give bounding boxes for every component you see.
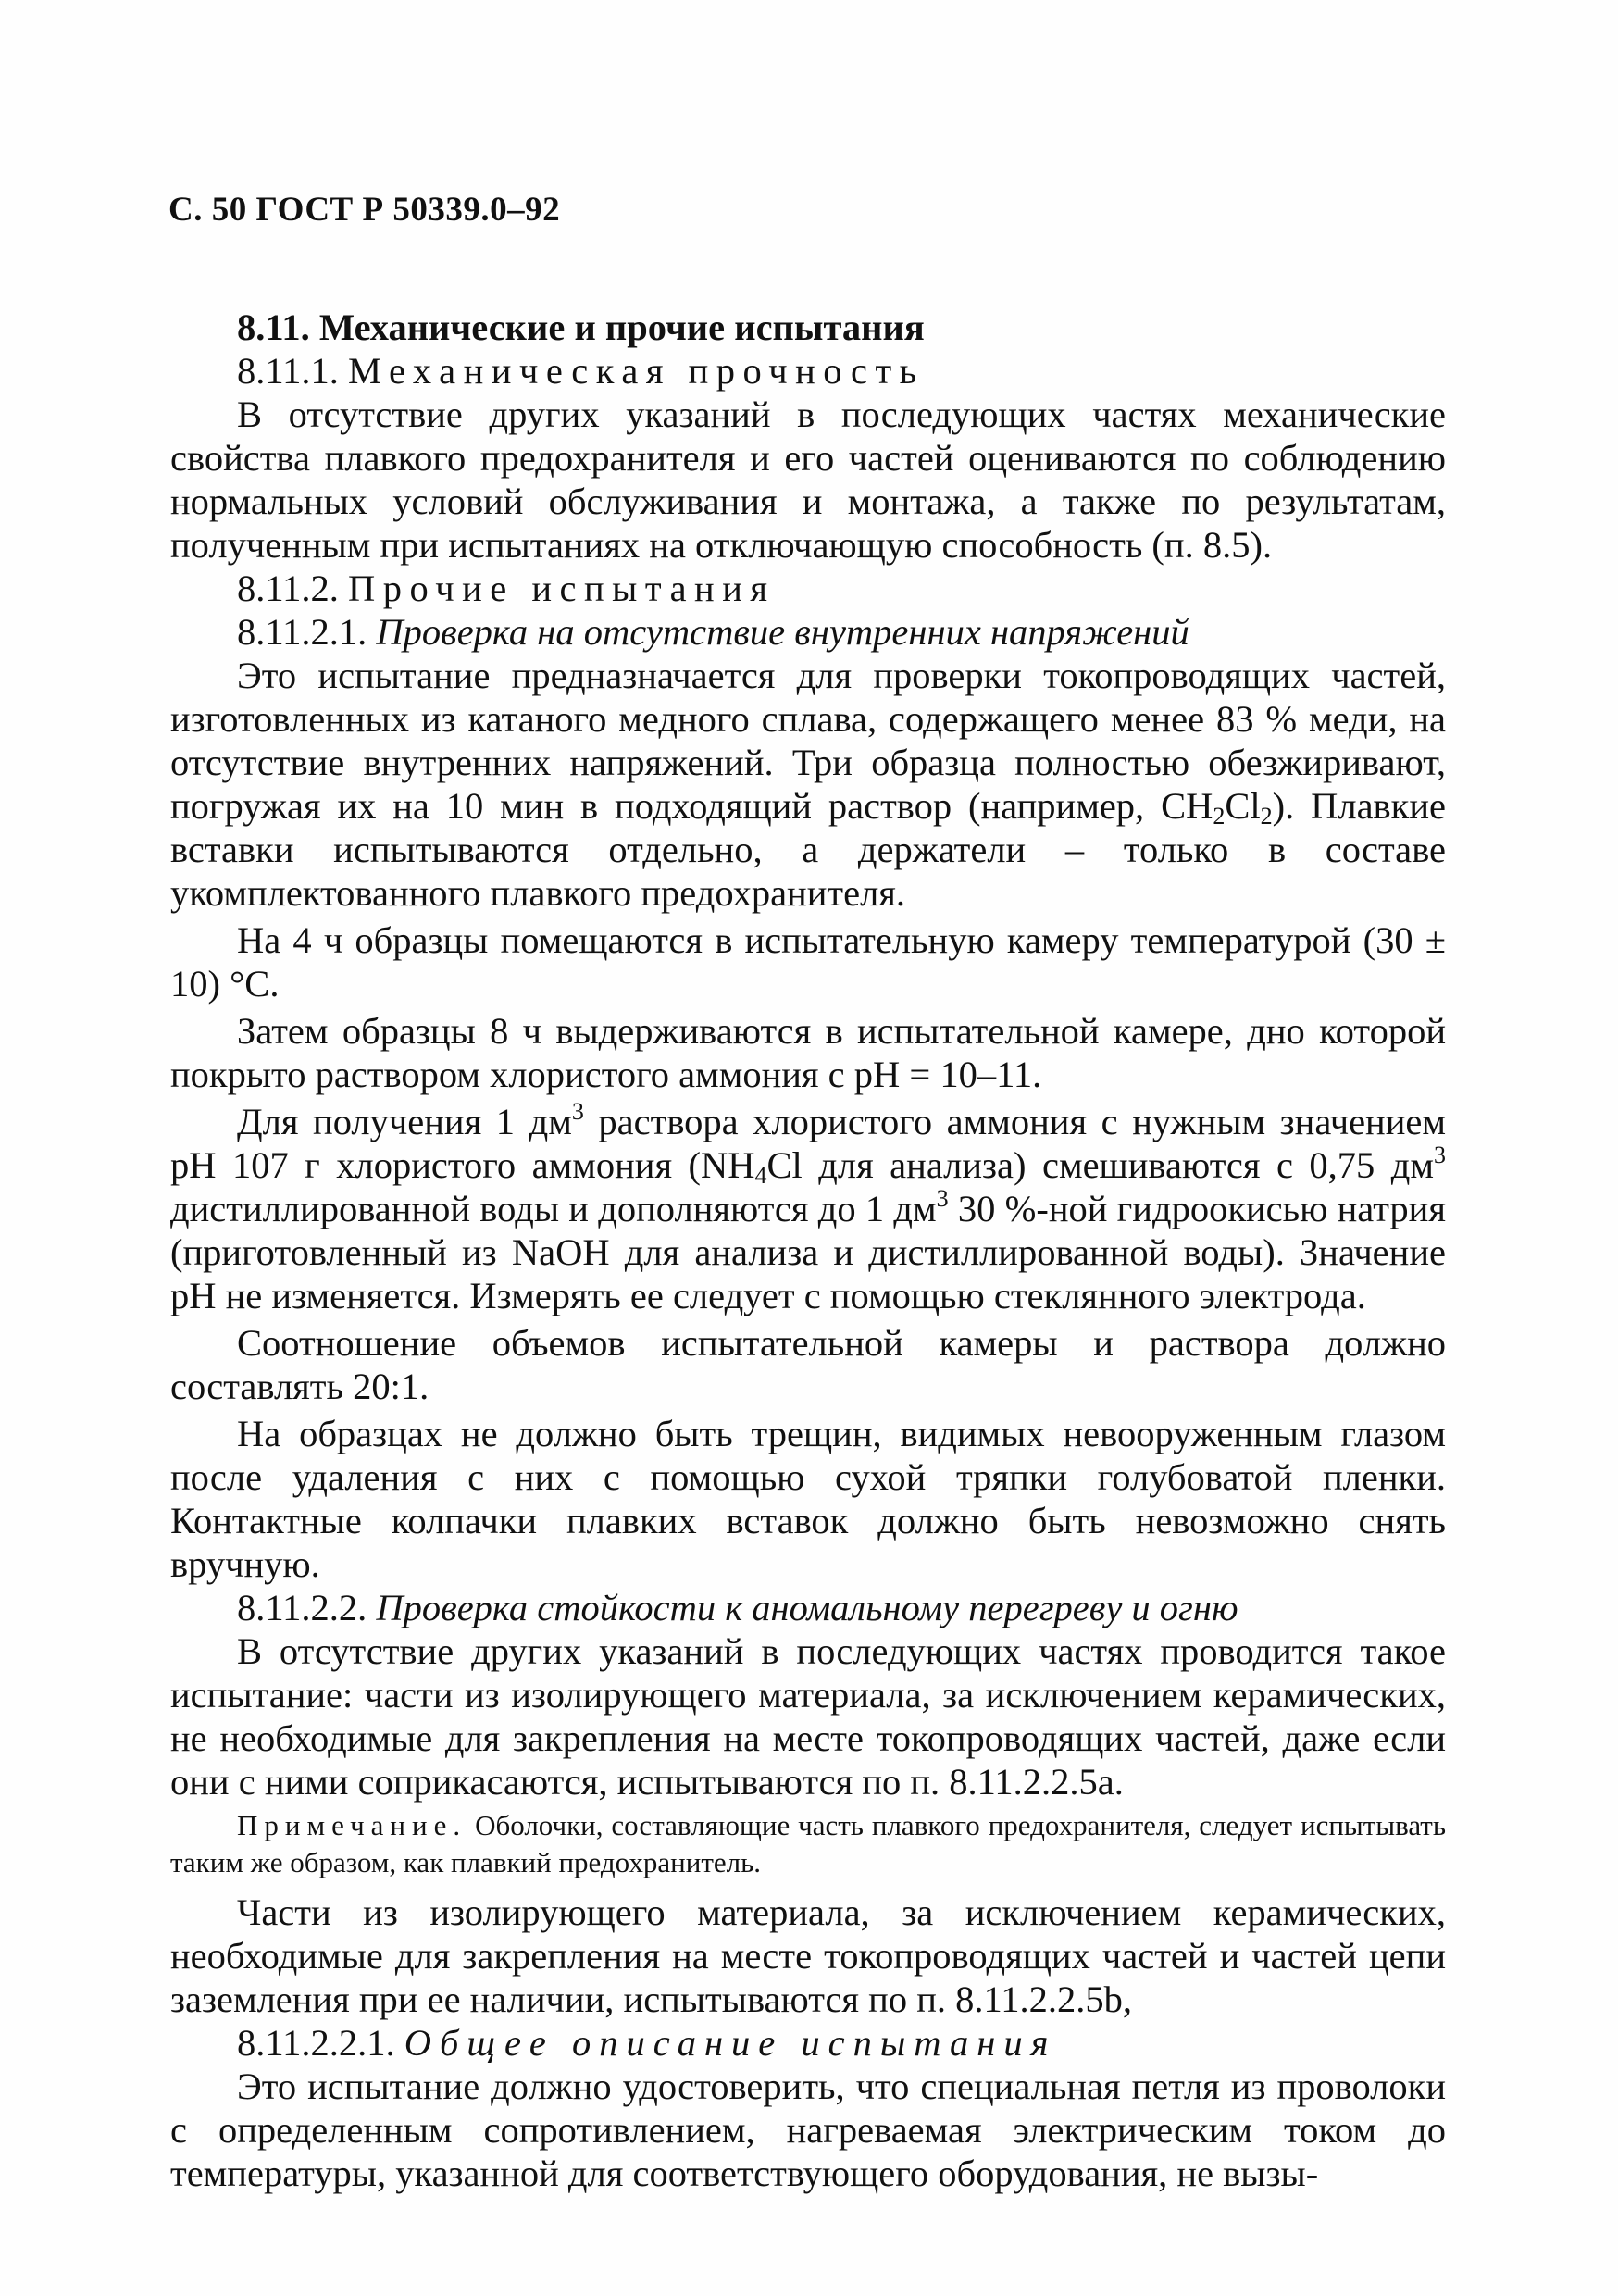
text-run: ). Плавкие вставки испытываются отдельно, а держатели – только в составе укомплектованного плавкого предохранителя. [170, 785, 1446, 914]
section-title: Механическая прочность [348, 350, 925, 392]
paragraph: На 4 ч образцы помещаются в испытательную камеру температурой (30 ± 10) °С. [170, 919, 1446, 1004]
section-title: Общее описание испытания [404, 2022, 1057, 2064]
text-run: Это испытание предназначается для проверки токопроводящих частей, изготовленных из катаного медного сплава, содержащего менее 83 % меди, на отсутствие внутренних напряжений. Три образца полностью обезжиривают, погружая их на 10 мин в подходящий раствор (например, CH [170, 655, 1446, 827]
note [170, 1807, 1446, 1881]
section-title: Проверка на отсутствие внутренних напряжений [376, 611, 1189, 653]
text-run: дистиллированной воды и дополняются до 1 дм [170, 1188, 937, 1229]
section-8-11-heading: 8.11. Механические и прочие испытания [237, 306, 925, 348]
section-8-11-2-heading [170, 567, 1446, 610]
paragraph: Части из изолирующего материала, за исключением керамических, необходимые для закрепления на месте токопроводящих частей и частей цепи заземления при ее наличии, испытываются по п. 8.11.2.2.5b, [170, 1891, 1446, 2020]
paragraph: В отсутствие других указаний в последующих частях механические свойства плавкого предохранителя и его частей оцениваются по соблюдению нормальных условий обслуживания и монтажа, а также по результатам, полученным при испытаниях на отключающую способность (п. 8.5). [170, 393, 1446, 566]
note-label: Примечание. [237, 1809, 467, 1841]
text-run: раствора хлористого аммония с нужным значением pH 107 г хлористого аммония (NH [170, 1101, 1447, 1186]
section-number: 8.11.2. [237, 568, 339, 609]
text-run: Для получения 1 дм [237, 1101, 572, 1142]
text-run: 30 %-ной гидроокисью натрия (приготовленный из NaOH для анализа и дистиллированной воды). Значение pH не изменяется. Измерять ее следует с помощью стеклянного электрода. [170, 1188, 1446, 1316]
section-title: Проверка стойкости к аномальному перегреву и огню [376, 1587, 1238, 1628]
section-number: 8.11.1. [237, 350, 339, 392]
note-text: Оболочки, составляющие часть плавкого предохранителя, следует испытывать таким же образом, как плавкий предохранитель. [170, 1809, 1446, 1878]
subscript: 2 [1213, 803, 1226, 830]
section-8-11-1-heading [170, 349, 1446, 393]
superscript: 3 [936, 1185, 949, 1212]
paragraph: Соотношение объемов испытательной камеры и раствора должно составлять 20:1. [170, 1322, 1446, 1407]
paragraph: В отсутствие других указаний в последующих частях проводится такое испытание: части из изолирующего материала, за исключением керамических, не необходимые для закрепления на месте токопроводящих частей, даже если они с ними соприкасаются, испытываются по п. 8.11.2.2.5а. [170, 1630, 1446, 1803]
superscript: 3 [1434, 1142, 1446, 1168]
superscript: 3 [571, 1098, 584, 1125]
paragraph [170, 654, 1446, 915]
paragraph: Затем образцы 8 ч выдерживаются в испытательной камере, дно которой покрыто раствором хлористого аммония с pH = 10–11. [170, 1010, 1446, 1095]
text-run: Cl [1225, 785, 1261, 827]
page-header: С. 50 ГОСТ Р 50339.0–92 [168, 191, 561, 229]
section-title: Прочие испытания [348, 568, 776, 609]
document-body [170, 306, 1446, 2195]
subscript: 4 [754, 1162, 767, 1189]
section-number: 8.11.2.1. [237, 611, 367, 653]
section-8-11-2-2-heading [170, 1586, 1446, 1629]
section-8-11-2-1-heading [170, 610, 1446, 654]
subscript: 2 [1260, 803, 1273, 830]
section-number: 8.11.2.2.1. [237, 2022, 395, 2064]
section-8-11-2-2-1-heading [170, 2021, 1446, 2065]
paragraph [170, 1100, 1446, 1317]
paragraph: На образцах не должно быть трещин, видимых невооруженным глазом после удаления с них с помощью сухой тряпки голубоватой пленки. Контактные колпачки плавких вставок должно быть невозможно снять вручную. [170, 1413, 1446, 1585]
section-number: 8.11.2.2. [237, 1587, 367, 1628]
paragraph: Это испытание должно удостоверить, что специальная петля из проволоки с определенным сопротивлением, нагреваемая электрическим током до температуры, указанной для соответствующего оборудования, не вызы- [170, 2065, 1446, 2194]
text-run: Cl для анализа) смешиваются с 0,75 дм [766, 1144, 1434, 1186]
